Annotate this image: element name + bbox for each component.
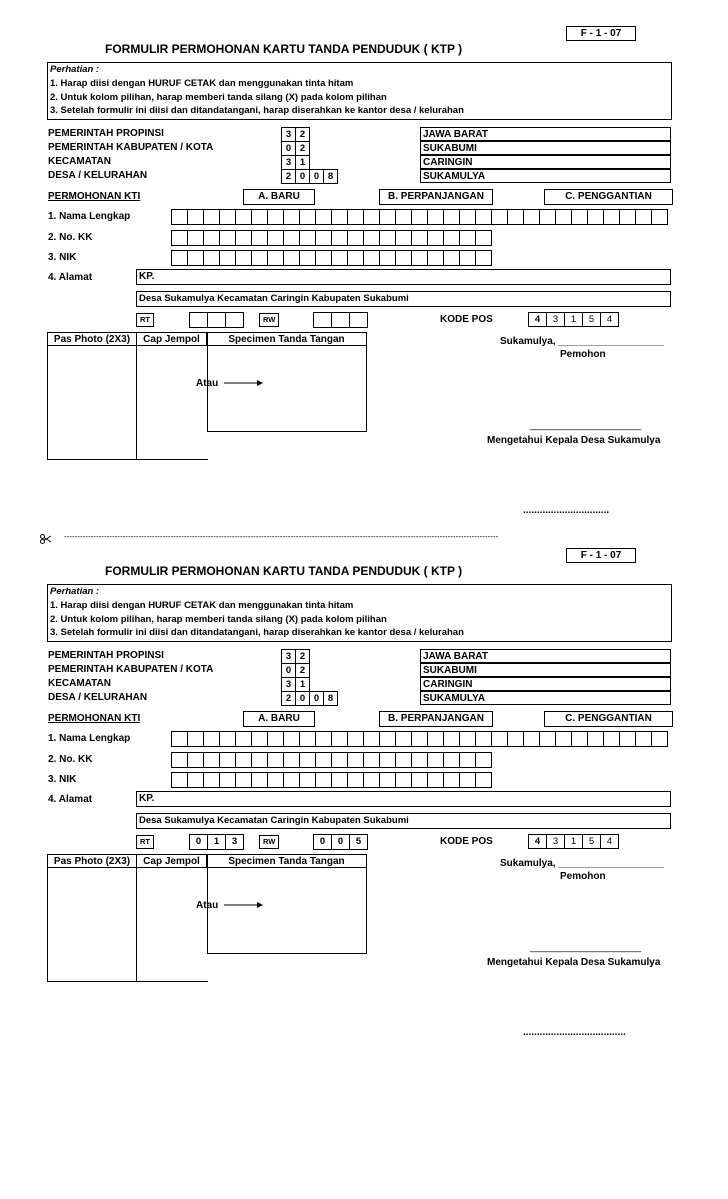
code-digit[interactable]: 3 <box>281 127 296 142</box>
divider <box>47 981 208 982</box>
char-box[interactable] <box>363 752 380 768</box>
code-digit[interactable]: 2 <box>295 127 310 142</box>
nik-input[interactable] <box>171 772 491 788</box>
digit-cell[interactable] <box>226 313 243 327</box>
region-label: DESA / KELURAHAN <box>48 692 148 703</box>
name-dots: ............................... <box>523 505 610 516</box>
digit-cell[interactable]: 0 <box>190 835 208 849</box>
char-box[interactable] <box>475 250 492 266</box>
form-title: FORMULIR PERMOHONAN KARTU TANDA PENDUDUK ( KTP ) <box>105 42 463 56</box>
char-box[interactable] <box>347 731 364 747</box>
notes-box <box>47 62 672 120</box>
thumb-header: Cap Jempol <box>136 332 207 346</box>
region-label: KECAMATAN <box>48 678 111 689</box>
char-box[interactable] <box>363 209 380 225</box>
code-digit[interactable]: 0 <box>309 691 324 706</box>
char-box[interactable] <box>539 731 556 747</box>
char-box[interactable] <box>219 752 236 768</box>
char-box[interactable] <box>443 250 460 266</box>
char-box[interactable] <box>267 731 284 747</box>
place-date: Sukamulya, ___________________ <box>500 858 665 869</box>
region-value[interactable]: SUKABUMI <box>420 141 671 155</box>
rw-input[interactable] <box>313 312 368 328</box>
char-box[interactable] <box>187 209 204 225</box>
kk-input[interactable] <box>171 230 491 246</box>
kepala-desa-label: Mengetahui Kepala Desa Sukamulya <box>487 957 661 968</box>
char-box[interactable] <box>411 250 428 266</box>
char-box[interactable] <box>411 230 428 246</box>
char-box[interactable] <box>379 772 396 788</box>
region-code[interactable] <box>281 677 309 692</box>
char-box[interactable] <box>459 250 476 266</box>
divider <box>366 332 367 432</box>
permohonan-label: PERMOHONAN KTI <box>48 713 141 724</box>
digit-cell[interactable]: 0 <box>314 835 332 849</box>
char-box[interactable] <box>443 772 460 788</box>
nama-input[interactable] <box>171 731 667 747</box>
char-box[interactable] <box>283 209 300 225</box>
arrow-right-icon <box>224 378 264 388</box>
char-box[interactable] <box>411 209 428 225</box>
pemohon-label: Pemohon <box>560 349 606 360</box>
char-box[interactable] <box>331 752 348 768</box>
char-box[interactable] <box>603 209 620 225</box>
photo-signature-area <box>47 854 367 982</box>
code-digit[interactable]: 0 <box>281 663 296 678</box>
region-value[interactable]: CARINGIN <box>420 677 671 691</box>
divider <box>47 854 48 982</box>
char-box[interactable] <box>523 209 540 225</box>
char-box[interactable] <box>171 250 188 266</box>
char-box[interactable] <box>251 230 268 246</box>
region-value[interactable]: SUKAMULYA <box>420 691 671 705</box>
char-box[interactable] <box>411 752 428 768</box>
char-box[interactable] <box>603 731 620 747</box>
region-code[interactable] <box>281 169 337 184</box>
signature-header: Specimen Tanda Tangan <box>206 332 367 346</box>
char-box[interactable] <box>427 731 444 747</box>
char-box[interactable] <box>635 209 652 225</box>
region-label: PEMERINTAH KABUPATEN / KOTA <box>48 664 214 675</box>
note-item: 2. Untuk kolom pilihan, harap memberi tanda silang (X) pada kolom pilihan <box>50 614 387 625</box>
code-digit[interactable]: 2 <box>281 169 296 184</box>
char-box[interactable] <box>203 772 220 788</box>
char-box[interactable] <box>171 752 188 768</box>
char-box[interactable] <box>379 731 396 747</box>
char-box[interactable] <box>427 250 444 266</box>
alamat-label: 4. Alamat <box>48 272 93 283</box>
form-top <box>0 0 728 520</box>
rw-label: RW <box>259 835 279 849</box>
digit-cell[interactable] <box>190 313 208 327</box>
region-label: PEMERINTAH PROPINSI <box>48 650 164 661</box>
char-box[interactable] <box>299 731 316 747</box>
char-box[interactable] <box>443 230 460 246</box>
char-box[interactable] <box>203 731 220 747</box>
char-box[interactable] <box>251 752 268 768</box>
signature-header: Specimen Tanda Tangan <box>206 854 367 868</box>
notes-heading: Perhatian : <box>50 586 100 597</box>
char-box[interactable] <box>219 230 236 246</box>
char-box[interactable] <box>475 772 492 788</box>
digit-cell[interactable]: 4 <box>606 836 613 847</box>
region-value[interactable]: CARINGIN <box>420 155 671 169</box>
char-box[interactable] <box>187 230 204 246</box>
char-box[interactable] <box>299 250 316 266</box>
photo-signature-area <box>47 332 367 460</box>
char-box[interactable] <box>347 209 364 225</box>
char-box[interactable] <box>267 772 284 788</box>
char-box[interactable] <box>171 230 188 246</box>
char-box[interactable] <box>251 209 268 225</box>
char-box[interactable] <box>411 772 428 788</box>
char-box[interactable] <box>475 230 492 246</box>
region-value[interactable]: SUKABUMI <box>420 663 671 677</box>
thumb-header: Cap Jempol <box>136 854 207 868</box>
char-box[interactable] <box>331 250 348 266</box>
digit-cell[interactable]: 5 <box>355 836 362 847</box>
char-box[interactable] <box>203 230 220 246</box>
char-box[interactable] <box>475 209 492 225</box>
char-box[interactable] <box>475 731 492 747</box>
char-box[interactable] <box>379 250 396 266</box>
notes-box <box>47 584 672 642</box>
form-title: FORMULIR PERMOHONAN KARTU TANDA PENDUDUK ( KTP ) <box>105 564 463 578</box>
region-label: PEMERINTAH KABUPATEN / KOTA <box>48 142 214 153</box>
cut-dashes: ------------------------------------------------------------------------------------------------------------------------------------------------------------------- <box>64 532 499 541</box>
char-box[interactable] <box>187 731 204 747</box>
char-box[interactable] <box>571 731 588 747</box>
option-penggantian[interactable]: C. PENGGANTIAN <box>544 711 673 727</box>
digit-cell[interactable]: 4 <box>529 835 547 848</box>
code-digit[interactable]: 8 <box>323 169 338 184</box>
char-box[interactable] <box>379 209 396 225</box>
char-box[interactable] <box>235 230 252 246</box>
digit-cell[interactable] <box>332 313 350 327</box>
code-digit[interactable]: 0 <box>295 691 310 706</box>
code-digit[interactable]: 3 <box>281 155 296 170</box>
char-box[interactable] <box>619 731 636 747</box>
char-box[interactable] <box>459 230 476 246</box>
char-box[interactable] <box>235 250 252 266</box>
code-digit[interactable]: 8 <box>323 691 338 706</box>
digit-cell[interactable] <box>314 313 332 327</box>
arrow-right-icon <box>224 900 264 910</box>
ktp-form <box>0 0 728 520</box>
region-value[interactable]: SUKAMULYA <box>420 169 671 183</box>
name-dots: ..................................... <box>523 1027 626 1038</box>
kepala-signature-line: ____________________ <box>530 942 642 953</box>
char-box[interactable] <box>411 731 428 747</box>
char-box[interactable] <box>267 752 284 768</box>
rw-input[interactable] <box>313 834 368 850</box>
char-box[interactable] <box>187 752 204 768</box>
char-box[interactable] <box>395 230 412 246</box>
address-line2[interactable]: Desa Sukamulya Kecamatan Caringin Kabupaten Sukabumi <box>136 291 671 307</box>
address-line1[interactable]: KP. <box>136 269 671 285</box>
nik-label: 3. NIK <box>48 252 77 263</box>
form-code: F - 1 - 07 <box>566 548 636 563</box>
digit-cell[interactable]: 1 <box>208 835 226 849</box>
char-box[interactable] <box>251 731 268 747</box>
char-box[interactable] <box>203 209 220 225</box>
ktp-form <box>0 522 728 1042</box>
digit-cell[interactable]: 4 <box>529 313 547 326</box>
alamat-label: 4. Alamat <box>48 794 93 805</box>
char-box[interactable] <box>347 230 364 246</box>
code-digit[interactable]: 2 <box>295 141 310 156</box>
rt-label: RT <box>136 313 154 327</box>
kepala-signature-line: ____________________ <box>530 420 642 431</box>
divider <box>47 459 208 460</box>
char-box[interactable] <box>315 209 332 225</box>
char-box[interactable] <box>571 209 588 225</box>
char-box[interactable] <box>331 731 348 747</box>
char-box[interactable] <box>459 209 476 225</box>
char-box[interactable] <box>315 731 332 747</box>
char-box[interactable] <box>283 230 300 246</box>
rt-label: RT <box>136 835 154 849</box>
digit-cell[interactable]: 1 <box>565 835 583 848</box>
char-box[interactable] <box>587 209 604 225</box>
char-box[interactable] <box>651 209 668 225</box>
char-box[interactable] <box>491 209 508 225</box>
char-box[interactable] <box>507 209 524 225</box>
kode-pos-input[interactable] <box>528 834 619 849</box>
char-box[interactable] <box>555 209 572 225</box>
nama-label: 1. Nama Lengkap <box>48 733 131 744</box>
char-box[interactable] <box>523 731 540 747</box>
code-digit[interactable]: 1 <box>295 155 310 170</box>
char-box[interactable] <box>539 209 556 225</box>
char-box[interactable] <box>299 752 316 768</box>
code-digit[interactable]: 0 <box>281 141 296 156</box>
char-box[interactable] <box>379 752 396 768</box>
char-box[interactable] <box>363 250 380 266</box>
digit-cell[interactable]: 5 <box>583 313 601 326</box>
char-box[interactable] <box>203 752 220 768</box>
option-perpanjangan[interactable]: B. PERPANJANGAN <box>379 189 493 205</box>
address-line1[interactable]: KP. <box>136 791 671 807</box>
char-box[interactable] <box>299 209 316 225</box>
code-digit[interactable]: 2 <box>281 691 296 706</box>
char-box[interactable] <box>187 250 204 266</box>
char-box[interactable] <box>299 230 316 246</box>
char-box[interactable] <box>347 752 364 768</box>
region-code[interactable] <box>281 649 309 664</box>
char-box[interactable] <box>651 731 668 747</box>
digit-cell[interactable] <box>208 313 226 327</box>
option-baru[interactable]: A. BARU <box>243 711 315 727</box>
char-box[interactable] <box>235 731 252 747</box>
form-code: F - 1 - 07 <box>566 26 636 41</box>
char-box[interactable] <box>331 230 348 246</box>
place-date: Sukamulya, ___________________ <box>500 336 665 347</box>
char-box[interactable] <box>267 250 284 266</box>
char-box[interactable] <box>395 731 412 747</box>
region-code[interactable] <box>281 663 309 678</box>
divider <box>47 332 48 460</box>
digit-cell[interactable]: 0 <box>332 835 350 849</box>
char-box[interactable] <box>363 772 380 788</box>
char-box[interactable] <box>395 772 412 788</box>
nik-label: 3. NIK <box>48 774 77 785</box>
char-box[interactable] <box>443 731 460 747</box>
divider <box>136 332 137 460</box>
char-box[interactable] <box>507 731 524 747</box>
digit-cell[interactable] <box>350 313 367 327</box>
photo-header: Pas Photo (2X3) <box>47 332 137 346</box>
char-box[interactable] <box>283 752 300 768</box>
digit-cell[interactable]: 1 <box>565 313 583 326</box>
nik-input[interactable] <box>171 250 491 266</box>
divider <box>207 431 367 432</box>
char-box[interactable] <box>363 731 380 747</box>
char-box[interactable] <box>379 230 396 246</box>
code-digit[interactable]: 3 <box>281 677 296 692</box>
char-box[interactable] <box>235 752 252 768</box>
note-item: 1. Harap diisi dengan HURUF CETAK dan menggunakan tinta hitam <box>50 78 354 89</box>
char-box[interactable] <box>427 209 444 225</box>
digit-cell[interactable]: 3 <box>547 313 565 326</box>
char-box[interactable] <box>555 731 572 747</box>
char-box[interactable] <box>267 209 284 225</box>
option-penggantian[interactable]: C. PENGGANTIAN <box>544 189 673 205</box>
char-box[interactable] <box>427 230 444 246</box>
code-digit[interactable]: 2 <box>295 663 310 678</box>
note-item: 2. Untuk kolom pilihan, harap memberi tanda silang (X) pada kolom pilihan <box>50 92 387 103</box>
form-bottom <box>0 522 728 1042</box>
kepala-desa-label: Mengetahui Kepala Desa Sukamulya <box>487 435 661 446</box>
code-digit[interactable]: 0 <box>309 169 324 184</box>
char-box[interactable] <box>459 731 476 747</box>
permohonan-label: PERMOHONAN KTI <box>48 191 141 202</box>
char-box[interactable] <box>443 209 460 225</box>
kk-label: 2. No. KK <box>48 754 93 765</box>
char-box[interactable] <box>475 752 492 768</box>
divider <box>366 854 367 954</box>
char-box[interactable] <box>251 772 268 788</box>
rt-input[interactable] <box>189 834 244 850</box>
char-box[interactable] <box>395 209 412 225</box>
code-digit[interactable]: 2 <box>295 649 310 664</box>
char-box[interactable] <box>315 230 332 246</box>
char-box[interactable] <box>219 250 236 266</box>
kode-pos-label: KODE POS <box>440 836 493 847</box>
region-code[interactable] <box>281 127 309 142</box>
char-box[interactable] <box>315 752 332 768</box>
divider <box>207 953 367 954</box>
option-perpanjangan[interactable]: B. PERPANJANGAN <box>379 711 493 727</box>
char-box[interactable] <box>219 772 236 788</box>
char-box[interactable] <box>203 250 220 266</box>
region-code[interactable] <box>281 141 309 156</box>
char-box[interactable] <box>347 250 364 266</box>
char-box[interactable] <box>459 752 476 768</box>
char-box[interactable] <box>635 731 652 747</box>
code-digit[interactable]: 0 <box>295 169 310 184</box>
digit-cell[interactable]: 5 <box>583 835 601 848</box>
kode-pos-label: KODE POS <box>440 314 493 325</box>
kk-label: 2. No. KK <box>48 232 93 243</box>
code-digit[interactable]: 3 <box>281 649 296 664</box>
code-digit[interactable]: 1 <box>295 677 310 692</box>
char-box[interactable] <box>219 209 236 225</box>
char-box[interactable] <box>235 209 252 225</box>
note-item: 3. Setelah formulir ini diisi dan ditandatangani, harap diserahkan ke kantor desa / kelurahan <box>50 627 464 638</box>
char-box[interactable] <box>427 752 444 768</box>
note-item: 1. Harap diisi dengan HURUF CETAK dan menggunakan tinta hitam <box>50 600 354 611</box>
char-box[interactable] <box>491 731 508 747</box>
kk-input[interactable] <box>171 752 491 768</box>
region-label: DESA / KELURAHAN <box>48 170 148 181</box>
char-box[interactable] <box>171 731 188 747</box>
char-box[interactable] <box>187 772 204 788</box>
kode-pos-input[interactable] <box>528 312 619 327</box>
char-box[interactable] <box>427 772 444 788</box>
digit-cell[interactable]: 4 <box>606 314 613 325</box>
char-box[interactable] <box>299 772 316 788</box>
region-label: KECAMATAN <box>48 156 111 167</box>
note-item: 3. Setelah formulir ini diisi dan ditandatangani, harap diserahkan ke kantor desa / kelurahan <box>50 105 464 116</box>
char-box[interactable] <box>219 731 236 747</box>
char-box[interactable] <box>363 230 380 246</box>
nama-input[interactable] <box>171 209 667 225</box>
char-box[interactable] <box>267 230 284 246</box>
divider <box>136 854 137 982</box>
char-box[interactable] <box>235 772 252 788</box>
pemohon-label: Pemohon <box>560 871 606 882</box>
region-label: PEMERINTAH PROPINSI <box>48 128 164 139</box>
option-baru[interactable]: A. BARU <box>243 189 315 205</box>
char-box[interactable] <box>315 772 332 788</box>
region-value[interactable]: JAWA BARAT <box>420 649 671 663</box>
char-box[interactable] <box>395 250 412 266</box>
char-box[interactable] <box>619 209 636 225</box>
char-box[interactable] <box>459 772 476 788</box>
atau-label: Atau <box>196 378 219 389</box>
rt-input[interactable] <box>189 312 244 328</box>
address-line2[interactable]: Desa Sukamulya Kecamatan Caringin Kabupaten Sukabumi <box>136 813 671 829</box>
char-box[interactable] <box>331 772 348 788</box>
char-box[interactable] <box>331 209 348 225</box>
region-code[interactable] <box>281 691 337 706</box>
char-box[interactable] <box>283 731 300 747</box>
digit-cell[interactable]: 3 <box>231 836 238 847</box>
rw-label: RW <box>259 313 279 327</box>
nama-label: 1. Nama Lengkap <box>48 211 131 222</box>
notes-heading: Perhatian : <box>50 64 100 75</box>
photo-header: Pas Photo (2X3) <box>47 854 137 868</box>
char-box[interactable] <box>251 250 268 266</box>
char-box[interactable] <box>283 250 300 266</box>
char-box[interactable] <box>347 772 364 788</box>
digit-cell[interactable]: 3 <box>547 835 565 848</box>
char-box[interactable] <box>315 250 332 266</box>
char-box[interactable] <box>171 772 188 788</box>
region-value[interactable]: JAWA BARAT <box>420 127 671 141</box>
atau-label: Atau <box>196 900 219 911</box>
char-box[interactable] <box>587 731 604 747</box>
char-box[interactable] <box>283 772 300 788</box>
region-code[interactable] <box>281 155 309 170</box>
char-box[interactable] <box>171 209 188 225</box>
char-box[interactable] <box>443 752 460 768</box>
char-box[interactable] <box>395 752 412 768</box>
